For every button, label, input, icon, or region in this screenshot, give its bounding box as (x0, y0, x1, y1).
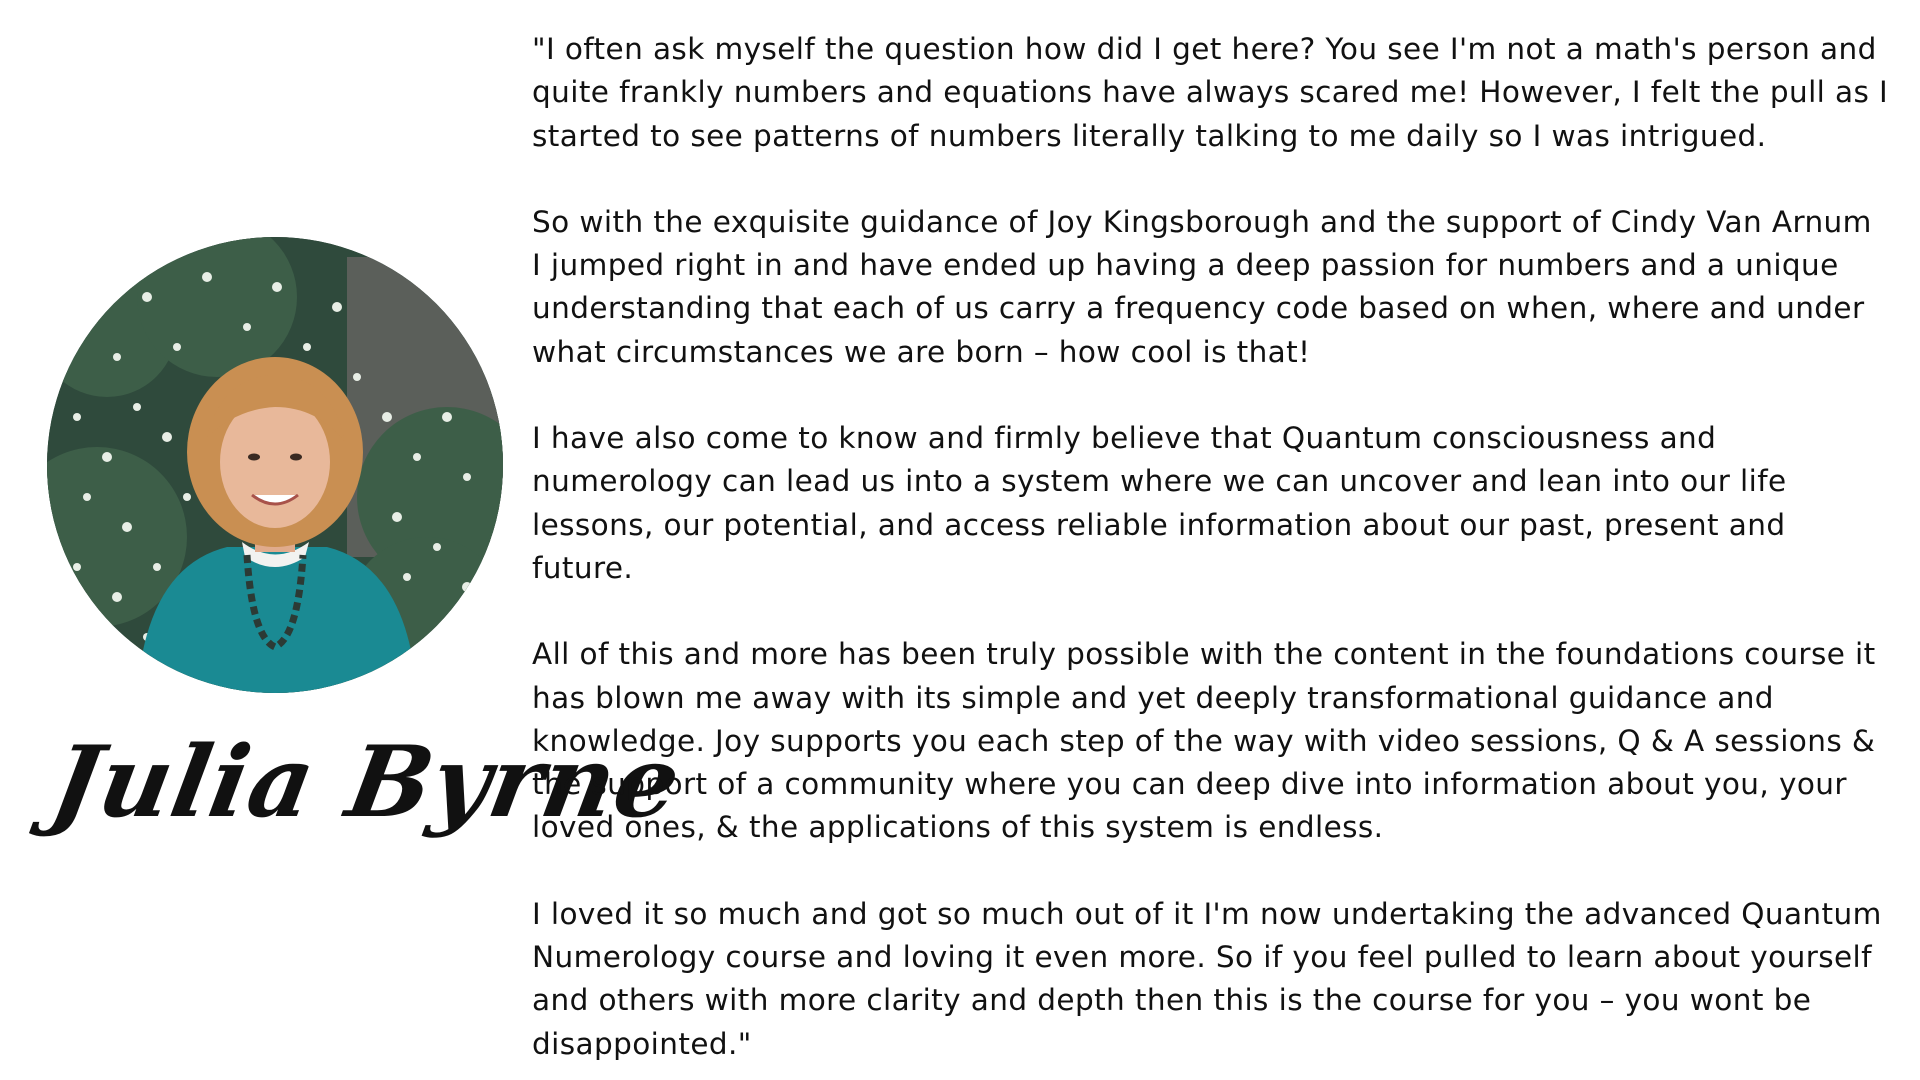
testimonial-paragraph: I loved it so much and got so much out of it I'm now undertaking the advanced Quantum Numerology course and loving it even more. So if you feel pulled to learn about yourself and others with more clarity and depth then this is the course for you – you wont be disappointed." (532, 896, 1882, 1061)
profile-card (40, 230, 690, 880)
testimonial-paragraph: I have also come to know and firmly believe that Quantum consciousness and numerology can lead us into a system where we can uncover and lean into our life lessons, our potential, and access reliable information about our past, present and future. (532, 421, 1787, 585)
person-portrait-icon (47, 237, 503, 693)
testimonial-text (532, 28, 1892, 1068)
testimonial-paragraph: "I often ask myself the question how did I get here? You see I'm not a math's person and quite frankly numbers and equations have always scared me! However, I felt the pull as I started to see patterns of numbers literally talking to me daily so I was intrigued. (532, 32, 1889, 153)
portrait-photo (47, 237, 503, 693)
person-name-signature: Julia Byrne (43, 725, 690, 840)
testimonial-paragraph: All of this and more has been truly possible with the content in the foundations course it has blown me away with its simple and yet deeply transformational guidance and knowledge. Joy supports you each step of the way with video sessions, Q & A sessions & the support of a community where you can deep dive into information about you, your loved ones, & the applications of this system is endless. (532, 637, 1876, 845)
testimonial-paragraph: So with the exquisite guidance of Joy Kingsborough and the support of Cindy Van Arnum I jumped right in and have ended up having a deep passion for numbers and a unique understanding that each of us carry a frequency code based on when, where and under what circumstances we are born – how cool is that! (532, 204, 1872, 369)
